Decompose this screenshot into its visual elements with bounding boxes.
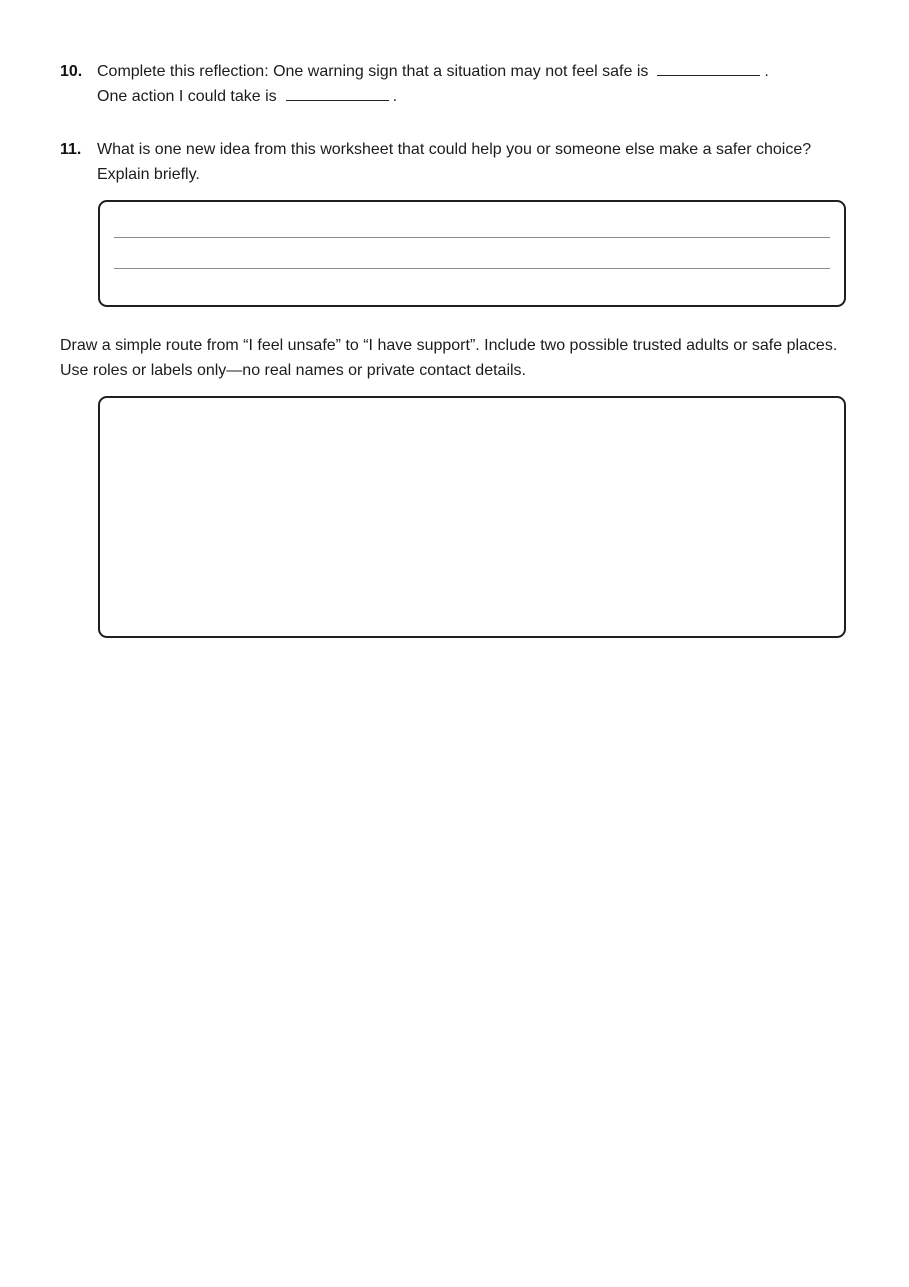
question-line-2 — [97, 84, 840, 109]
answer-line — [114, 268, 830, 269]
action-blank[interactable] — [286, 84, 389, 101]
prompt-text: One action I could take is — [97, 88, 277, 105]
prompt-text: Complete this reflection: One warning sign that a situation may not feel safe is — [97, 63, 649, 80]
punctuation: . — [392, 88, 398, 105]
question-11 — [60, 137, 840, 187]
answer-line — [114, 237, 830, 238]
question-line-1 — [97, 59, 840, 84]
answer-box[interactable] — [98, 200, 846, 307]
drawing-instruction: Draw a simple route from “I feel unsafe” to “I have support”. Include two possible trusted adults or safe places. Use roles or labels only—no real names or private contact details. — [60, 337, 838, 379]
warning-sign-blank[interactable] — [657, 59, 760, 76]
question-text — [97, 59, 840, 109]
question-number: 10. — [60, 63, 83, 80]
punctuation: . — [764, 63, 769, 80]
question-10 — [60, 59, 840, 109]
question-text: What is one new idea from this worksheet that could help you or someone else make a safer choice? Explain briefly. — [97, 141, 812, 183]
drawing-box[interactable] — [98, 396, 846, 638]
question-number: 11. — [60, 141, 82, 158]
